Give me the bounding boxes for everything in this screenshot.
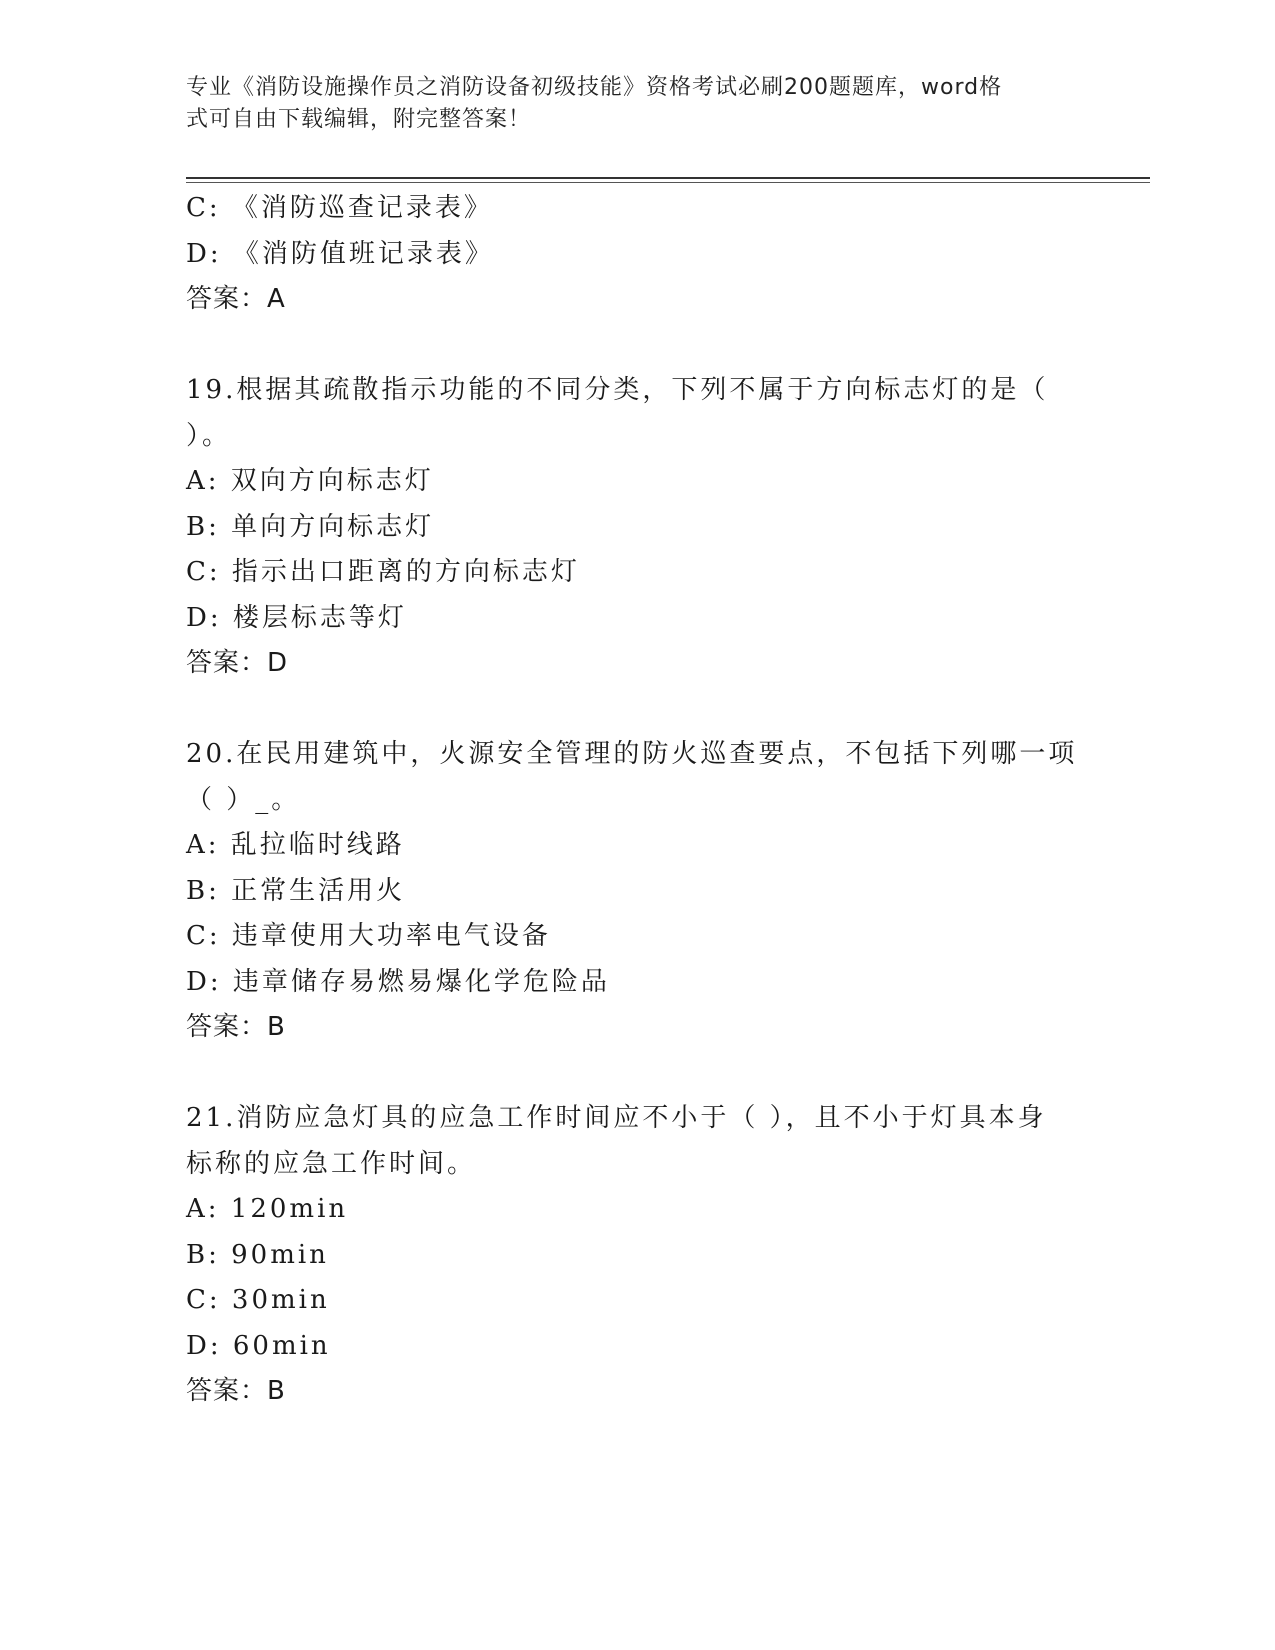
answer-line: 答案：A xyxy=(186,284,286,314)
question-19 xyxy=(186,368,1086,687)
answer-line: 答案：B xyxy=(186,1376,286,1406)
document-header xyxy=(186,72,1066,136)
option-b: B: 单向方向标志灯 xyxy=(186,511,435,542)
question-stem-continued: （ ）_。 xyxy=(186,784,301,815)
option-b: B: 90min xyxy=(186,1239,329,1270)
header-line-2: 式可自由下载编辑，附完整答案！ xyxy=(186,107,532,132)
answer-line: 答案：B xyxy=(186,1012,286,1042)
option-c: C: 指示出口距离的方向标志灯 xyxy=(186,557,580,587)
question-stem: 21.消防应急灯具的应急工作时间应不小于（ ），且不小于灯具本身 xyxy=(186,1103,1047,1133)
header-rule-thick xyxy=(186,177,1150,179)
option-a: A: 双向方向标志灯 xyxy=(186,466,434,496)
option-b: B: 正常生活用火 xyxy=(186,875,406,906)
option-d: D: 违章储存易燃易爆化学危险品 xyxy=(186,966,610,997)
answer-line: 答案：D xyxy=(186,648,289,678)
spacer xyxy=(186,1051,1086,1097)
question-stem-continued: 标称的应急工作时间。 xyxy=(186,1148,477,1179)
question-stem: 19.根据其疏散指示功能的不同分类，下列不属于方向标志灯的是（ xyxy=(186,375,1049,405)
question-20 xyxy=(186,732,1086,1051)
header-line-1: 专业《消防设施操作员之消防设备初级技能》资格考试必刷200题题库，word格 xyxy=(186,75,1003,100)
question-stem: 20.在民用建筑中，火源安全管理的防火巡查要点，不包括下列哪一项 xyxy=(186,739,1078,769)
spacer xyxy=(186,323,1086,369)
question-stem-continued: ）。 xyxy=(186,420,232,451)
option-d: D: 60min xyxy=(186,1330,331,1361)
previous-question-tail xyxy=(186,186,1086,323)
option-a: A: 120min xyxy=(186,1194,349,1224)
option-d: D: 楼层标志等灯 xyxy=(186,602,407,633)
spacer xyxy=(186,687,1086,733)
option-c: C: 违章使用大功率电气设备 xyxy=(186,921,551,951)
option-c: C: 《消防巡查记录表》 xyxy=(186,193,493,223)
header-rule-thin xyxy=(186,182,1150,183)
question-list xyxy=(186,186,1086,1415)
question-21 xyxy=(186,1096,1086,1415)
option-a: A: 乱拉临时线路 xyxy=(186,830,405,860)
option-c: C: 30min xyxy=(186,1285,330,1315)
option-d: D: 《消防值班记录表》 xyxy=(186,238,494,269)
